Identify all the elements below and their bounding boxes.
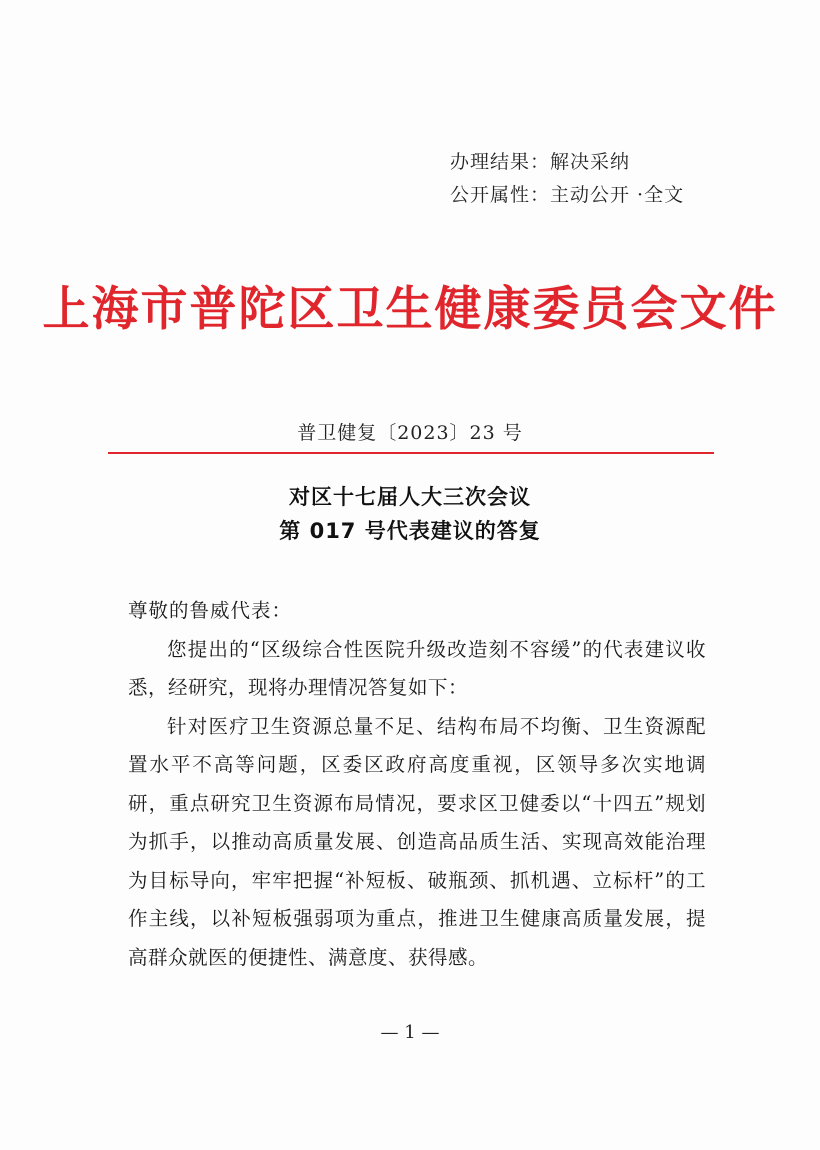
body-paragraph-2: 针对医疗卫生资源总量不足、结构布局不均衡、卫生资源配置水平不高等问题，区委区政府高度重视，区领导多次实地调研，重点研究卫生资源布局情况，要求区卫健委以“十四五”规划为抓手，以推动高质量发展、创造高品质生活、实现高效能治理为目标导向，牢牢把握“补短板、破瓶颈、抓机遇、立标杆”的工作主线，以补短板强弱项为重点，推进卫生健康高质量发展，提高群众就医的便捷性、满意度、获得感。 [128, 714, 706, 969]
document-title [0, 480, 820, 548]
page-number: — 1 — [380, 1022, 440, 1043]
masthead-title: 上海市普陀区卫生健康委员会文件 [42, 282, 778, 337]
document-body [128, 592, 706, 977]
document-meta [450, 146, 684, 212]
masthead-divider [108, 452, 714, 454]
processing-result: 办理结果：解决采纳 [450, 151, 631, 173]
salutation: 尊敬的鲁威代表： [128, 599, 293, 622]
document-number: 普卫健复〔2023〕23 号 [297, 422, 523, 444]
document-title-line-2: 第 017 号代表建议的答复 [279, 519, 541, 543]
body-paragraph-1: 您提出的“区级综合性医院升级改造刻不容缓”的代表建议收悉，经研究，现将办理情况答复如下： [128, 637, 706, 699]
document-title-line-1: 对区十七届人大三次会议 [289, 485, 531, 509]
disclosure-attribute: 公开属性：主动公开 ·全文 [450, 184, 685, 206]
